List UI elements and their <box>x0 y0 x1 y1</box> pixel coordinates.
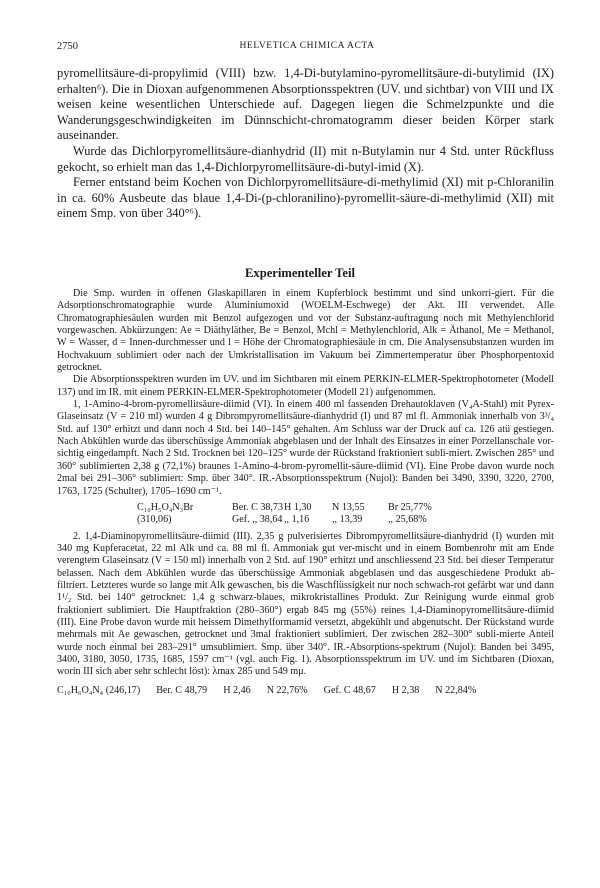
calc-c: Ber. C 38,73 <box>232 501 284 513</box>
running-header <box>57 41 557 55</box>
calc-n: N 13,55 <box>332 501 365 513</box>
found-br: ,, 25,68% <box>388 514 427 526</box>
calc-n: N 22,76% <box>266 684 308 696</box>
paragraph-3: Ferner entstand beim Kochen von Dichlorpyromellitsäure-di-methylimid (XI) mit p-Chloranilin in ca. 60% Ausbeute das blaue 1,4-Di-(p-chloranilino)-pyromellit-säure-di-methylimid (XII) mit einem Smp. von über 340°⁶). <box>57 175 554 221</box>
section-title: Experimenteller Teil <box>245 266 355 280</box>
paragraph-2: Wurde das Dichlorpyromellitsäure-dianhydrid (II) mit n-Butylamin nur 4 Std. unter Rückfluss gekocht, so erhielt man das 1,4-Dichlorpyromellitsäure-di-butyl-imid (X). <box>57 143 554 174</box>
exp-paragraph-1: Die Smp. wurden in offenen Glaskapillaren in einem Kupferblock bestimmt und sind unkorri-giert. Für die Adsorptionschromatographie wurde Aluminiumoxid (WOELM-Eschwege) der Akt. III verwendet. Alle Chromatographiesäulen wurden mit Benzol aufgezogen und vor der Substanz-auftragung noch mit Methylenchlorid vorgewaschen. Abkürzungen: Ae = Diäthyläther, Be = Benzol, Mchl = Methylenchlorid, Alk = Äthanol, Me = Methanol, W = Wasser, d = Innen-durchmesser und l = Höhe der Chromatographiesäule in cm. Die Analysensubstanzen wurden im Hochvakuum sublimiert oder nach der Umkristallisation im Vakuum bei Zimmertemperatur über Phosphorpentoxid getrocknet. <box>57 288 554 374</box>
calc-br: Br 25,77% <box>388 501 432 513</box>
calc-h: H 2,46 <box>223 684 251 696</box>
analysis-row <box>57 502 554 514</box>
exp-paragraph-4: 2. 1,4-Diaminopyromellitsäure-diimid (III). 2,35 g pulverisiertes Dibrompyromellitsäure-dianhydrid (I) wurden mit 340 mg Kupferacetat, 22 ml Alk und ca. 88 ml fl. Ammoniak gut ver-mischt und in einem Bombenrohr mit am Ende verengtem Glaseinsatz (V = 150 ml) innerhalb von 2 Std. auf 190° erhitzt und anschliessend 23 Std. bei dieser Temperatur belassen. Nach dem Abkühlen wurde das überschüssige Ammoniak abgeblasen und das ausgeschiedene Produkt ab-filtriert. Letzteres wurde so lange mit Alk gewaschen, bis die Waschflüssigkeit nur noch schwach-rot gefärbt war und dann 1¹/₂ Std. bei 140° getrocknet: 1,4 g schwarz-blaues, mikrokristallines Produkt. Zur Reinigung wurde einmal grob fraktioniert sublimiert. Die Hauptfraktion (280–360°) ergab 845 mg (55%) reines 1,4-Diaminopyromellitsäure-diimid (III). Eine Probe davon wurde mit heissem Dimethylformamid versetzt, abgekühlt und abgenutscht. Der Rückstand wurde mehrmals mit Ae gewaschen, getrocknet und 3mal fraktioniert sublimiert. Der zwischen 282–300° subli-mierte Anteil wurde noch einmal bei 283–291° umsublimiert. Smp. über 340°. IR.-Absorptions-spektrum (Nujol): Banden bei 3495, 3400, 3180, 3050, 1735, 1685, 1597 cm⁻¹ (vgl. auch Fig. 1). Absorptionsspektrum im UV. und im Sichtbaren (Dioxan, worin III sich aber sehr schlecht löst): λmax 285 und 549 mμ. <box>57 530 554 678</box>
exp-paragraph-3: 1, 1-Amino-4-brom-pyromellitsäure-diimid (VI). In einem 400 ml fassenden Drehautoklaven (V₄A-Stahl) mit Pyrex-Glaseinsatz (V = 210 ml) wurden 4 g Dibrompyromellitsäure-dianhydrid (I) und 87 ml fl. Ammoniak innerhalb von 3³/₄ Std. auf 130° erhitzt und dann noch 4 Std. bei 140–145° gehalten. Am Schluss war der Druck auf ca. 126 atü gestiegen. Nach Abkühlen wurde das überschüssige Ammoniak abgeblasen und der Inhalt des Einsatzes in einer Porzellanschale vor-sichtig eingedampft. Nach 2 Std. Trocknen bei 120–125° wurde der Rückstand fraktioniert subli-miert. Zwischen 285° und 360° sublimierten 2,38 g (72,1%) braunes 1-Amino-4-brom-pyromellit-säure-diimid (VI). Eine Probe davon wurde noch 2mal bei 291–306° sublimiert: Smp. über 340°. IR.-Absorptionsspektrum (Nujol): Banden bei 3490, 3390, 3220, 2700, 1763, 1725 (Schulter), 1705–1690 cm⁻¹. <box>57 399 554 497</box>
molar-mass-cell: (310,06) <box>137 514 172 526</box>
calc-c: Ber. C 48,79 <box>156 684 208 696</box>
analysis-table <box>57 502 554 527</box>
journal-name: HELVETICA CHIMICA ACTA <box>239 41 375 51</box>
found-n: N 22,84% <box>435 684 477 696</box>
found-c: Gef. ,, 38,64 <box>232 514 283 526</box>
found-c: Gef. C 48,67 <box>323 684 376 696</box>
analysis-line <box>57 685 554 697</box>
calc-h: H 1,30 <box>284 501 312 513</box>
formula-cell: C₁₀H₅O₄N₃Br <box>137 501 194 513</box>
experimental-section <box>57 288 554 697</box>
found-h: ,, 1,16 <box>284 514 310 526</box>
analysis-row <box>57 514 554 526</box>
found-n: ,, 13,39 <box>332 514 363 526</box>
paragraph-1: pyromellitsäure-di-propylimid (VIII) bzw. 1,4-Di-butylamino-pyromellitsäure-di-butylimid (IX) erhalten⁶). Die in Dioxan aufgenommenen Absorptionsspektren (UV. und sichtbar) von VIII und IX weisen keine wesentlichen Unterschiede auf. Dagegen liegen die Schmelzpunkte und die Wanderungsgeschwindigkeiten im Dünnschicht-chromatogramm dieser beiden Körper stark auseinander. <box>57 66 554 143</box>
found-h: H 2,38 <box>391 684 420 696</box>
exp-paragraph-2: Die Absorptionsspektren wurden im UV. und im Sichtbaren mit einem PERKIN-ELMER-Spektrophotometer (Modell 137) und im IR. mit einem PERKIN-ELMER-Spektrophotometer (Modell 21) aufgenommen. <box>57 374 554 398</box>
body-text <box>57 66 554 222</box>
formula-cell: C₁₀H₆O₄N₄ (246,17) <box>57 684 141 696</box>
page-number: 2750 <box>57 41 78 52</box>
